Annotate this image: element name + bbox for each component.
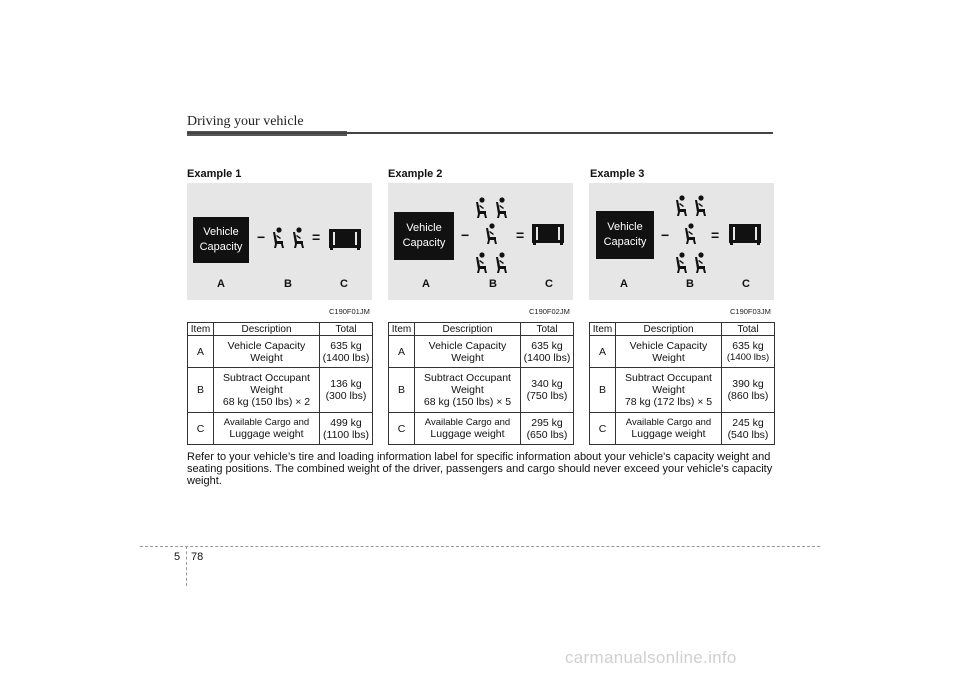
example-3-title: Example 3 xyxy=(590,168,645,180)
figure-code: C190F01JM xyxy=(329,307,370,316)
label-c: C xyxy=(742,278,750,290)
equals-sign: = xyxy=(516,227,525,243)
occupant-seat-icon xyxy=(674,252,688,274)
vehicle-capacity-box xyxy=(193,217,249,263)
label-a: A xyxy=(422,278,430,290)
cell-total: 390 kg (860 lbs) xyxy=(722,368,775,413)
figure-code: C190F02JM xyxy=(529,307,570,316)
example-1-title: Example 1 xyxy=(187,168,242,180)
cell-desc: Vehicle Capacity Weight xyxy=(616,336,722,368)
page-number: 78 xyxy=(191,551,204,563)
label-c: C xyxy=(340,278,348,290)
cell-desc: Subtract Occupant Weight 78 kg (172 lbs) × 5 xyxy=(616,368,722,413)
table-row xyxy=(590,368,775,413)
watermark: carmanualsonline.info xyxy=(565,648,737,667)
cell-desc: Subtract Occupant Weight 68 kg (150 lbs) × 5 xyxy=(415,368,521,413)
col-total: Total xyxy=(320,323,373,336)
occupant-seat-icon xyxy=(494,197,508,219)
table-row xyxy=(389,413,574,445)
cell-item: A xyxy=(389,336,415,368)
table-row xyxy=(590,336,775,368)
cell-item: A xyxy=(590,336,616,368)
col-item: Item xyxy=(389,323,415,336)
figure-code: C190F03JM xyxy=(730,307,771,316)
example-1-panel xyxy=(187,183,372,300)
cell-item: B xyxy=(590,368,616,413)
occupant-seat-icon xyxy=(474,252,488,274)
minus-sign: − xyxy=(257,229,266,245)
cell-total: 245 kg (540 lbs) xyxy=(722,413,775,445)
cell-item: C xyxy=(188,413,214,445)
label-b: B xyxy=(686,278,694,290)
table-row xyxy=(188,368,373,413)
table-row xyxy=(389,336,574,368)
vehicle-capacity-box xyxy=(394,212,454,260)
cell-desc: Vehicle Capacity Weight xyxy=(214,336,320,368)
table-row xyxy=(590,413,775,445)
cargo-area-icon xyxy=(729,223,761,245)
occupant-seat-icon xyxy=(674,195,688,217)
cell-item: C xyxy=(590,413,616,445)
table-row xyxy=(389,368,574,413)
col-item: Item xyxy=(590,323,616,336)
label-c: C xyxy=(545,278,553,290)
cell-desc: Available Cargo and Luggage weight xyxy=(415,413,521,445)
occupant-seat-icon xyxy=(494,252,508,274)
occupant-seat-icon xyxy=(683,223,697,245)
footer-rule xyxy=(140,546,820,547)
occupant-seat-icon xyxy=(693,195,707,217)
vc-line2: Capacity xyxy=(402,237,446,249)
occupant-seat-icon xyxy=(474,197,488,219)
chapter-number: 5 xyxy=(174,551,181,563)
occupant-seat-icon xyxy=(271,227,285,249)
cell-total: 499 kg (1100 lbs) xyxy=(320,413,373,445)
cell-item: A xyxy=(188,336,214,368)
cell-item: B xyxy=(389,368,415,413)
example-1-table xyxy=(187,322,373,445)
cell-desc: Available Cargo and Luggage weight xyxy=(616,413,722,445)
occupant-seat-icon xyxy=(484,223,498,245)
footer-divider xyxy=(186,546,187,586)
body-paragraph: Refer to your vehicle’s tire and loading information label for specific information about your vehicle's capacity weight and seating positions. The combined weight of the driver, passengers and cargo should never exceed your vehicle's capacity weight. xyxy=(187,451,773,487)
vc-line1: Vehicle xyxy=(203,226,239,238)
label-b: B xyxy=(489,278,497,290)
example-2-panel xyxy=(388,183,573,300)
example-2-title: Example 2 xyxy=(388,168,443,180)
page-header-title: Driving your vehicle xyxy=(187,114,304,129)
vehicle-capacity-box xyxy=(596,211,654,259)
cargo-area-icon xyxy=(329,228,361,250)
header-rule xyxy=(187,132,773,134)
cell-desc: Vehicle Capacity Weight xyxy=(415,336,521,368)
equals-sign: = xyxy=(711,227,720,243)
occupant-seat-icon xyxy=(291,227,305,249)
label-a: A xyxy=(217,278,225,290)
col-description: Description xyxy=(415,323,521,336)
example-2-table xyxy=(388,322,574,445)
cell-total: 136 kg (300 lbs) xyxy=(320,368,373,413)
col-total: Total xyxy=(521,323,574,336)
vc-line2: Capacity xyxy=(603,236,647,248)
cell-total: 635 kg (1400 lbs) xyxy=(722,336,775,368)
label-a: A xyxy=(620,278,628,290)
label-b: B xyxy=(284,278,292,290)
cell-item: C xyxy=(389,413,415,445)
table-row xyxy=(188,336,373,368)
col-description: Description xyxy=(214,323,320,336)
cell-desc: Subtract Occupant Weight 68 kg (150 lbs) × 2 xyxy=(214,368,320,413)
col-total: Total xyxy=(722,323,775,336)
table-row xyxy=(188,413,373,445)
occupant-seat-icon xyxy=(693,252,707,274)
cell-desc: Available Cargo and Luggage weight xyxy=(214,413,320,445)
vc-line1: Vehicle xyxy=(406,222,442,234)
cell-total: 635 kg (1400 lbs) xyxy=(320,336,373,368)
minus-sign: − xyxy=(661,227,670,243)
example-3-panel xyxy=(589,183,774,300)
cell-total: 295 kg (650 lbs) xyxy=(521,413,574,445)
equals-sign: = xyxy=(312,229,321,245)
example-3-table xyxy=(589,322,775,445)
cell-item: B xyxy=(188,368,214,413)
col-item: Item xyxy=(188,323,214,336)
minus-sign: − xyxy=(461,227,470,243)
cell-total: 635 kg (1400 lbs) xyxy=(521,336,574,368)
col-description: Description xyxy=(616,323,722,336)
vc-line1: Vehicle xyxy=(607,221,643,233)
cargo-area-icon xyxy=(532,223,564,245)
cell-total: 340 kg (750 lbs) xyxy=(521,368,574,413)
vc-line2: Capacity xyxy=(199,241,243,253)
